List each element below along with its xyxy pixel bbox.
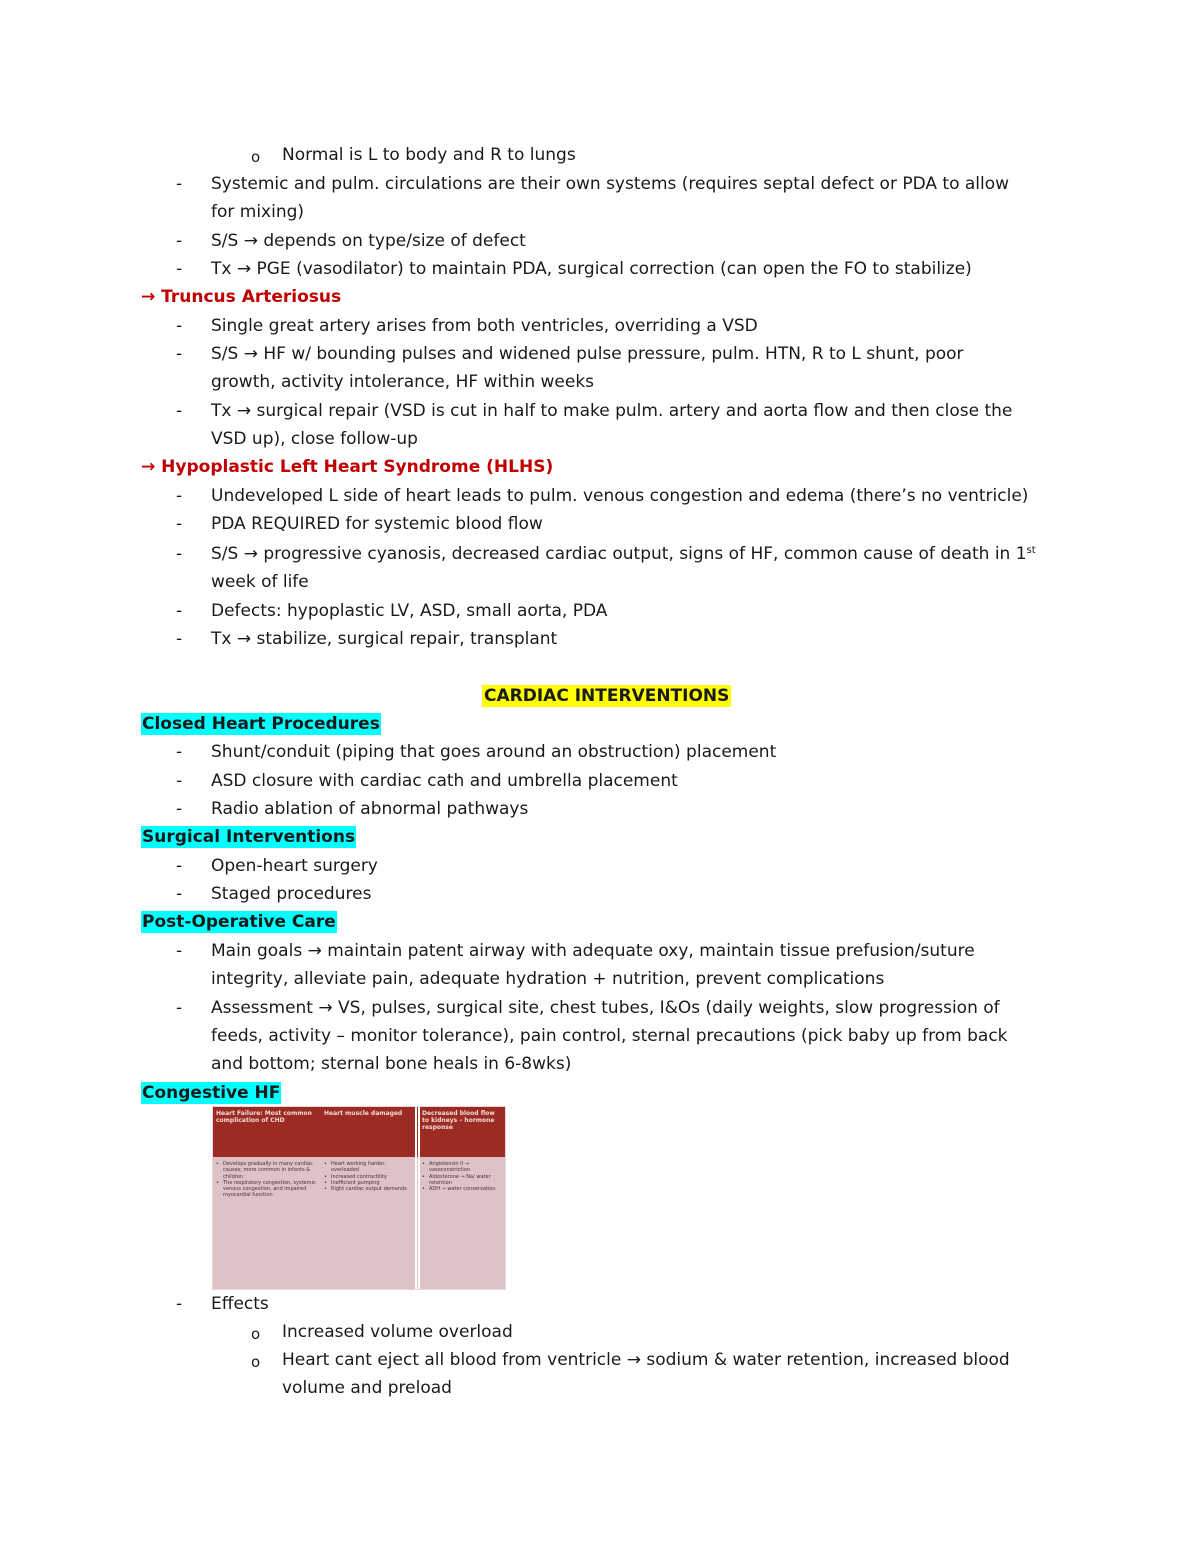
dash-bullet: -	[176, 771, 183, 791]
list-item: Tx → surgical repair (VSD is cut in half to make pulm. artery and aorta flow and then close the	[211, 401, 1013, 421]
list-item: Tx → PGE (vasodilator) to maintain PDA, surgical correction (can open the FO to stabilize)	[211, 259, 972, 279]
chf-col3-item: • ADH → water conservation	[422, 1186, 502, 1192]
chf-col3-item: • Angiotensin II → vasoconstriction	[422, 1161, 502, 1174]
dash-bullet: -	[176, 998, 183, 1018]
chf-col3-item: • Aldosterone → Na/ water retention	[422, 1174, 502, 1187]
dash-bullet: -	[176, 344, 183, 364]
chf-col2-body	[324, 1161, 412, 1192]
dash-bullet: -	[176, 629, 183, 649]
list-item: S/S → depends on type/size of defect	[211, 231, 526, 251]
list-item: Tx → stabilize, surgical repair, transplant	[211, 629, 558, 649]
list-item-continuation: feeds, activity – monitor tolerance), pain control, sternal precautions (pick baby up from back	[211, 1026, 1008, 1046]
dash-bullet: -	[176, 544, 183, 564]
list-item: Single great artery arises from both ventricles, overriding a VSD	[211, 316, 758, 336]
chf-col2-item: • Heart working harder, overloaded	[324, 1161, 412, 1174]
circle-bullet: o	[251, 1353, 261, 1371]
dash-bullet: -	[176, 884, 183, 904]
list-item: Systemic and pulm. circulations are their own systems (requires septal defect or PDA to allow	[211, 174, 1010, 194]
list-item-continuation: for mixing)	[211, 202, 305, 222]
dash-bullet: -	[176, 174, 183, 194]
circle-bullet: o	[251, 148, 261, 166]
section-heading-truncus: → Truncus Arteriosus	[141, 287, 342, 307]
list-item: Effects	[211, 1294, 269, 1314]
column-divider	[415, 1107, 417, 1289]
dash-bullet: -	[176, 799, 183, 819]
chf-col1-head: Heart Failure: Most common complication of CHD	[216, 1110, 312, 1124]
dash-bullet: -	[176, 1294, 183, 1314]
list-item: PDA REQUIRED for systemic blood flow	[211, 514, 543, 534]
list-item: Assessment → VS, pulses, surgical site, chest tubes, I&Os (daily weights, slow progression of	[211, 998, 1000, 1018]
chf-col3-head: Decreased blood flow to kidneys – hormone response	[422, 1110, 495, 1131]
list-item: ASD closure with cardiac cath and umbrella placement	[211, 771, 678, 791]
list-item: Staged procedures	[211, 884, 372, 904]
dash-bullet: -	[176, 601, 183, 621]
list-item: Undeveloped L side of heart leads to pulm. venous congestion and edema (there’s no ventricle)	[211, 486, 1029, 506]
list-item: S/S → progressive cyanosis, decreased cardiac output, signs of HF, common cause of death in 1st	[211, 544, 1036, 564]
list-item-continuation: integrity, alleviate pain, adequate hydration + nutrition, prevent complications	[211, 969, 885, 989]
list-item: Main goals → maintain patent airway with adequate oxy, maintain tissue prefusion/suture	[211, 941, 975, 961]
chf-col3-body	[422, 1161, 502, 1192]
list-item-continuation: growth, activity intolerance, HF within weeks	[211, 372, 595, 392]
dash-bullet: -	[176, 941, 183, 961]
page-title: CARDIAC INTERVENTIONS	[484, 686, 730, 706]
section-heading-surgical: Surgical Interventions	[142, 827, 356, 847]
chf-col2-item: • Right cardiac output demands	[324, 1186, 412, 1192]
section-heading-chf: Congestive HF	[142, 1083, 281, 1103]
list-item-continuation: volume and preload	[282, 1378, 452, 1398]
chf-col2-item: • Increased contractility	[324, 1174, 412, 1180]
section-heading-closed: Closed Heart Procedures	[142, 714, 380, 734]
list-item: Shunt/conduit (piping that goes around an obstruction) placement	[211, 742, 777, 762]
chf-col1-item: • The respiratory congestion, systemic venous congestion, and impaired myocardial function	[216, 1180, 316, 1199]
section-heading-hlhs: → Hypoplastic Left Heart Syndrome (HLHS)	[141, 457, 554, 477]
list-item-continuation: and bottom; sternal bone heals in 6-8wks)	[211, 1054, 572, 1074]
chf-col1-body	[216, 1161, 316, 1199]
chf-col2-head: Heart muscle damaged	[324, 1110, 403, 1117]
chf-table-image	[212, 1106, 506, 1290]
section-heading-postop: Post-Operative Care	[142, 912, 336, 932]
list-item: Normal is L to body and R to lungs	[282, 145, 576, 165]
list-item-continuation: VSD up), close follow-up	[211, 429, 418, 449]
dash-bullet: -	[176, 856, 183, 876]
list-item: Increased volume overload	[282, 1322, 513, 1342]
dash-bullet: -	[176, 514, 183, 534]
dash-bullet: -	[176, 742, 183, 762]
dash-bullet: -	[176, 486, 183, 506]
dash-bullet: -	[176, 316, 183, 336]
list-item: Heart cant eject all blood from ventricle → sodium & water retention, increased blood	[282, 1350, 1010, 1370]
chf-col1-item: • Develops gradually in many cardiac causes; more common in infants & children	[216, 1161, 316, 1180]
list-item-continuation: week of life	[211, 572, 309, 592]
circle-bullet: o	[251, 1325, 261, 1343]
list-item: Radio ablation of abnormal pathways	[211, 799, 529, 819]
list-item: Open-heart surgery	[211, 856, 378, 876]
dash-bullet: -	[176, 401, 183, 421]
dash-bullet: -	[176, 259, 183, 279]
list-item: Defects: hypoplastic LV, ASD, small aorta, PDA	[211, 601, 608, 621]
dash-bullet: -	[176, 231, 183, 251]
list-item: S/S → HF w/ bounding pulses and widened pulse pressure, pulm. HTN, R to L shunt, poor	[211, 344, 964, 364]
chf-col2-item: • Inefficient pumping	[324, 1180, 412, 1186]
column-divider	[418, 1107, 420, 1289]
